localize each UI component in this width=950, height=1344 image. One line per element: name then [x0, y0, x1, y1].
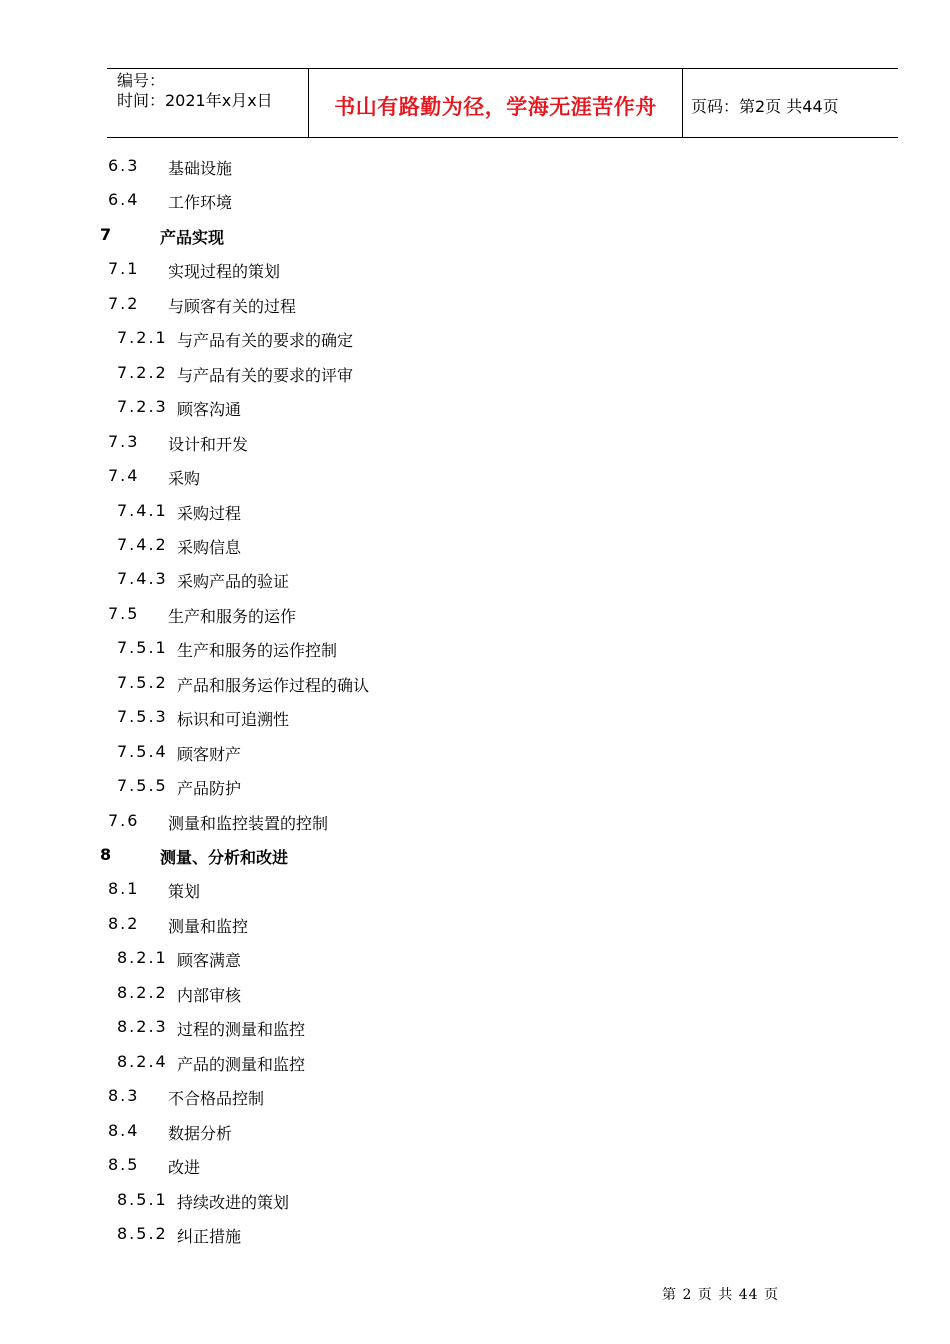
toc-entry-number: 7.4.2	[117, 534, 168, 554]
toc-entry-number: 7.3	[108, 431, 140, 451]
header-page-label: 页码：第2页 共44页	[691, 97, 839, 116]
toc-entry-number: 8.5.2	[117, 1223, 168, 1243]
toc-entry-title: 采购	[168, 469, 201, 489]
toc-entry-number: 8.2	[108, 913, 140, 933]
toc-entry-title: 生产和服务的运作控制	[177, 641, 338, 661]
toc-entry-title: 实现过程的策划	[168, 262, 281, 282]
toc-entry-number: 8.2.2	[117, 982, 168, 1002]
toc-entry-title: 顾客满意	[177, 951, 242, 971]
toc-entry-title: 采购信息	[177, 537, 242, 557]
page-footer: 第 2 页 共 44 页	[662, 1287, 779, 1303]
toc-entry-number: 6.4	[108, 190, 140, 210]
toc-entry-number: 7.5.5	[117, 776, 168, 796]
header-meta	[117, 71, 273, 111]
toc-entry-number: 7.5.1	[117, 638, 168, 658]
toc-entry-number: 7.6	[108, 810, 140, 830]
toc-entry-title: 纠正措施	[177, 1226, 242, 1246]
toc-entry-number: 7.5.2	[117, 672, 168, 692]
toc-entry-title: 基础设施	[168, 159, 233, 178]
toc-entry-title: 顾客财产	[177, 744, 242, 764]
toc-entry-title: 测量和监控装置的控制	[168, 813, 329, 833]
toc-entry-number: 7.2.2	[117, 362, 168, 382]
toc-entry-title: 采购过程	[177, 503, 242, 523]
toc-entry-title: 生产和服务的运作	[168, 606, 297, 626]
toc-entry-number: 8.5	[108, 1155, 140, 1175]
toc-entry-title: 内部审核	[177, 985, 242, 1005]
toc-entry-number: 7.4.1	[117, 500, 168, 520]
toc-entry-title: 数据分析	[168, 1123, 233, 1143]
toc-entry-title: 工作环境	[168, 193, 233, 213]
toc-entry-number: 8.2.4	[117, 1051, 168, 1071]
toc-entry-title: 不合格品控制	[168, 1089, 265, 1109]
header-motto: 书山有路勤为径，学海无涯苦作舟	[334, 94, 657, 119]
toc-entry-title: 测量和监控	[168, 916, 249, 936]
toc-entry-title: 产品实现	[160, 227, 225, 247]
toc-entry-number: 8.5.1	[117, 1189, 168, 1209]
toc-entry-title: 与产品有关的要求的评审	[177, 365, 354, 385]
toc-entry-number: 7.5	[108, 603, 140, 623]
page-header	[107, 68, 898, 138]
header-divider	[682, 69, 683, 137]
toc-entry-number: 8.2.3	[117, 1017, 168, 1037]
toc-entry-number: 8.3	[108, 1086, 140, 1106]
toc-entry-number: 8.4	[108, 1120, 140, 1140]
toc-entry-number: 7.1	[108, 259, 140, 279]
toc-entry-number: 8.2.1	[117, 948, 168, 968]
header-number-label: 编号：	[117, 71, 166, 90]
toc-entry-number: 6.3	[108, 156, 140, 175]
toc-entry-number: 7.4.3	[117, 569, 168, 589]
toc-entry-number: 7.2.1	[117, 328, 168, 348]
toc-entry-number: 8.1	[108, 879, 140, 899]
toc-entry-title: 标识和可追溯性	[177, 710, 290, 730]
toc-entry-title: 持续改进的策划	[177, 1192, 290, 1212]
toc-entry-number: 7.5.4	[117, 741, 168, 761]
toc-entry-title: 产品的测量和监控	[177, 1054, 306, 1074]
toc-entry-title: 过程的测量和监控	[177, 1020, 306, 1040]
toc-entry-title: 产品防护	[177, 779, 242, 799]
toc-entry-number: 7.4	[108, 466, 140, 486]
toc-entry-number: 7.2.3	[117, 397, 168, 417]
toc-entry-title: 采购产品的验证	[177, 572, 290, 592]
toc-entry-title: 策划	[168, 882, 201, 902]
toc-entry-number: 7	[100, 224, 114, 244]
toc-entry-title: 与产品有关的要求的确定	[177, 331, 354, 351]
toc-entry-title: 设计和开发	[168, 434, 249, 454]
toc-entry-number: 7.5.3	[117, 707, 168, 727]
toc-entry-title: 产品和服务运作过程的确认	[177, 675, 370, 695]
toc-entry-number: 8	[100, 845, 114, 864]
toc-entry-title: 测量、分析和改进	[160, 848, 289, 867]
toc-entry-title: 与顾客有关的过程	[168, 296, 297, 316]
toc-entry-title: 改进	[168, 1158, 201, 1178]
toc-entry-number: 7.2	[108, 293, 140, 313]
header-time-label: 时间：2021年x月x日	[117, 91, 273, 110]
toc-entry-title: 顾客沟通	[177, 400, 242, 420]
